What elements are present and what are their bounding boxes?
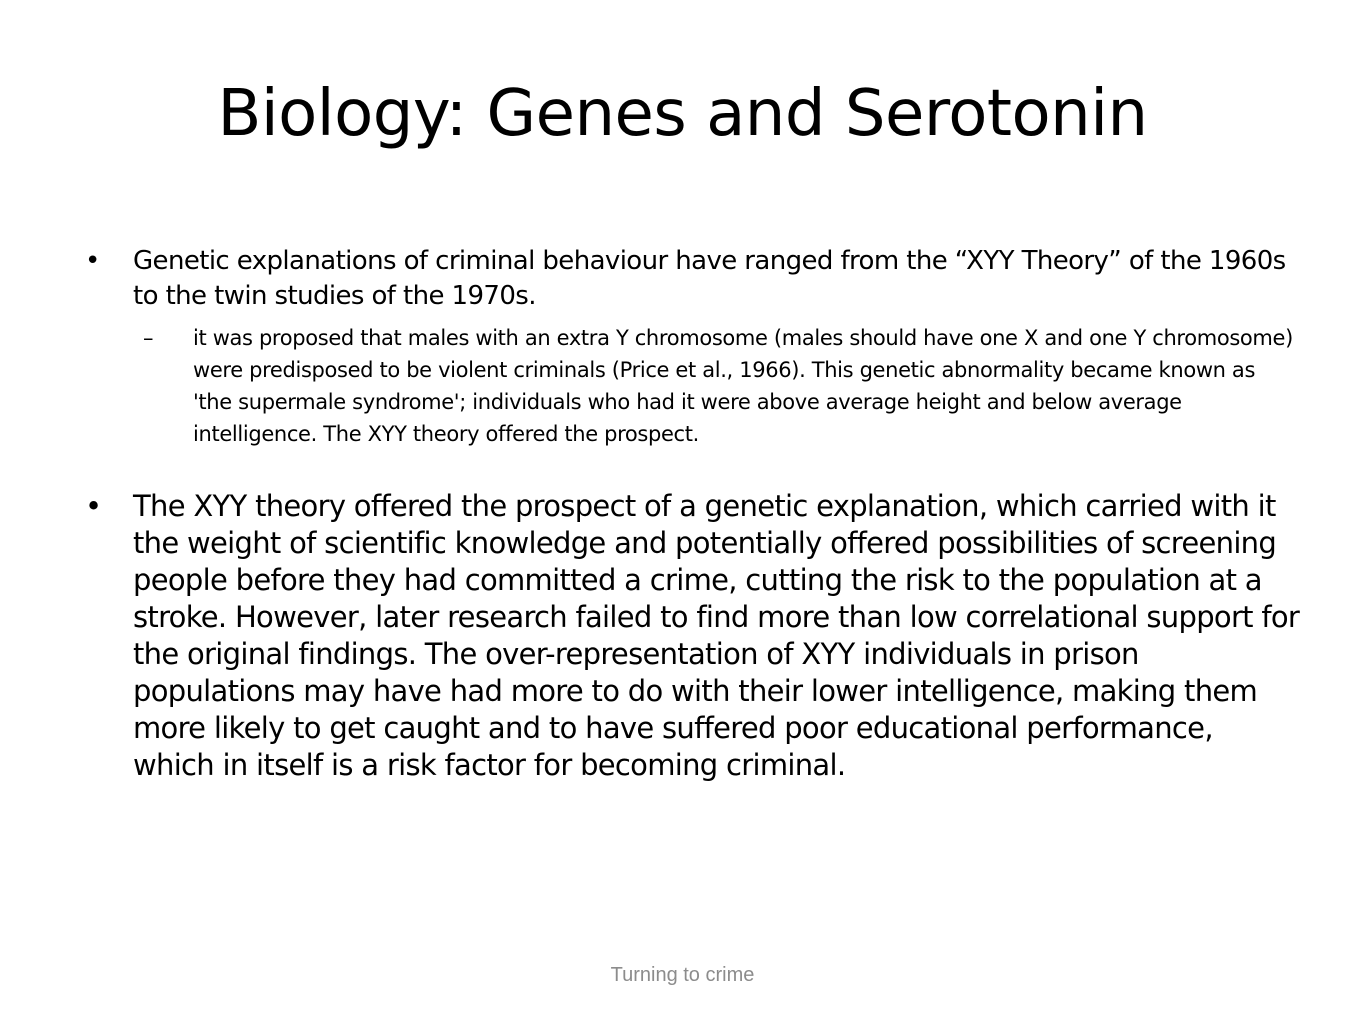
sub-bullet-marker: –	[143, 326, 154, 350]
slide-title: Biology: Genes and Serotonin	[217, 77, 1148, 151]
sub-bullet-text: it was proposed that males with an extra Y chromosome (males should have one X and one Y chromosome) were predisposed to be violent criminals (Price et al., 1966). This genetic abnormality became known as 'the supermale syndrome'; individuals who had it were above average height and below average intelligence. The XYY theory offered the prospect.	[193, 326, 1293, 446]
bullet-text: Genetic explanations of criminal behaviour have ranged from the “XYY Theory” of the 1960s to the twin studies of the 1970s.	[133, 246, 1286, 311]
bullet-item	[85, 488, 1300, 784]
bullet-item	[85, 244, 1300, 314]
spacer	[85, 450, 1300, 488]
bullet-marker: •	[85, 246, 100, 276]
bullet-text: The XYY theory offered the prospect of a genetic explanation, which carried with it the weight of scientific knowledge and potentially offered possibilities of screening people before they had committed a crime, cutting the risk to the population at a stroke. However, later research failed to find more than low correlational support for the original findings. The over-representation of XYY individuals in prison populations may have had more to do with their lower intelligence, making them more likely to get caught and to have suffered poor educational performance, which in itself is a risk factor for becoming criminal.	[133, 489, 1300, 782]
sub-bullet-item	[133, 322, 1300, 450]
bullet-marker: •	[85, 489, 102, 523]
slide-content	[85, 244, 1300, 784]
slide-footer: Turning to crime	[610, 964, 755, 986]
